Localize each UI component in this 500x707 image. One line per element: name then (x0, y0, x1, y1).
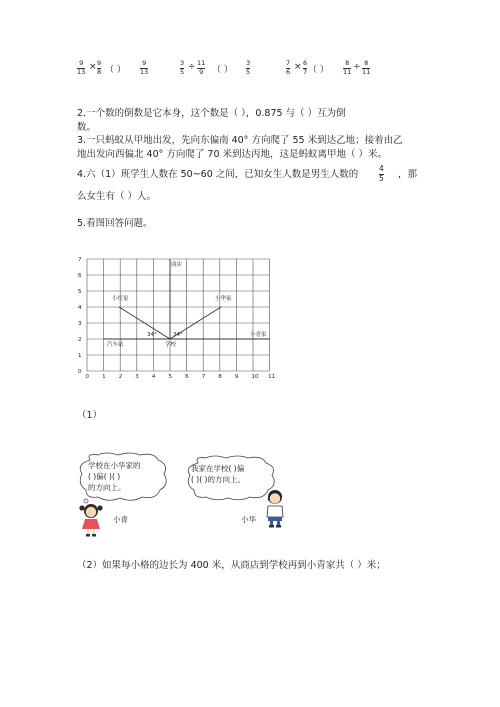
answer-blank[interactable]: （ ） (105, 65, 126, 75)
bubble-right-line2[interactable]: ( )( )的方向上。 (191, 475, 245, 484)
x-tick-label: 0 (85, 374, 89, 380)
fraction: 8 11 (343, 59, 352, 76)
x-tick-label: 6 (185, 374, 189, 380)
x-tick-label: 9 (234, 374, 239, 380)
q4-line2: 么女生有（ ）人。 (77, 191, 157, 202)
x-tick-label: 4 (151, 374, 156, 380)
name-xiaoqing: 小青 (113, 515, 128, 524)
y-tick-label: 2 (78, 337, 82, 343)
bubble-right-line1[interactable]: 我家在学校( )偏 (191, 464, 245, 473)
name-xiaohua: 小华 (241, 515, 256, 524)
bubble-left-line1: 学校在小华家的 (88, 461, 141, 470)
y-tick-label: 7 (78, 257, 82, 263)
fraction: 6 7 (303, 59, 308, 76)
x-tick-label: 2 (118, 374, 123, 380)
x-tick-label: 1 (102, 374, 106, 380)
y-tick-label: 6 (78, 273, 82, 279)
x-tick-label: 11 (268, 374, 276, 380)
q2-line1: 2.一个数的倒数是它本身，这个数是（ ），0.875 与（ ）互为倒 (77, 108, 346, 119)
operator: × (89, 62, 97, 72)
operator: × (294, 62, 302, 72)
sub2-text: （2）如果每小格的边长为 400 米，从商店到学校再到小青家共（ ）米； (77, 560, 386, 571)
q2-line2: 数。 (77, 122, 97, 133)
map-grid (70, 245, 285, 390)
fraction: 9 13 (140, 59, 149, 76)
boy-xiaohua-icon (262, 488, 288, 528)
girl-xiaoqing-icon (78, 502, 104, 538)
label-xiaohong: 小红家 (112, 296, 129, 302)
q4-line1: 4.六（1）班学生人数在 50~60 之间，已知女生人数是男生人数的 (77, 169, 359, 180)
label-xiaoqing: 小青家 (250, 332, 267, 338)
operator: ÷ (188, 62, 196, 72)
label-bus-station: 汽车站 (107, 342, 124, 348)
label-angle-left: 34° (147, 332, 157, 338)
x-tick-label: 8 (218, 374, 222, 380)
fraction: 7 6 (286, 59, 291, 76)
x-tick-label: 3 (135, 374, 139, 380)
fraction: 11 9 (197, 59, 206, 76)
fraction: 3 5 (180, 59, 185, 76)
q3-line2: 地出发向西偏北 40° 方向爬了 70 米到达丙地，这是蚂蚁离甲地（ ）米。 (77, 149, 388, 160)
y-tick-label: 3 (78, 321, 82, 327)
sub1-label: （1） (77, 410, 103, 421)
x-tick-label: 10 (251, 374, 259, 380)
answer-blank[interactable]: （ ） (212, 65, 233, 75)
y-tick-label: 5 (78, 289, 82, 295)
label-shop: 商店 (171, 262, 183, 268)
label-school: 学校 (165, 342, 177, 348)
fraction: 9 13 (77, 59, 86, 76)
bubble-left-line2[interactable]: ( )偏( )( ) (88, 472, 121, 481)
label-angle-right: 34° (173, 332, 183, 338)
fraction: 3 5 (246, 59, 251, 76)
bubble-left-line3: 的方向上。 (88, 483, 126, 492)
y-tick-label: 1 (78, 353, 82, 359)
y-tick-label: 4 (78, 305, 82, 311)
y-tick-label: 0 (78, 369, 82, 375)
q5-title: 5.看图回答问题。 (77, 218, 153, 229)
q3-line1: 3.一只蚂蚁从甲地出发，先向东偏南 40° 方向爬了 55 米到达乙地；接着由乙 (77, 135, 403, 146)
fraction: 8 11 (362, 59, 371, 76)
x-tick-label: 5 (168, 374, 172, 380)
q4-fraction: 4 5 (379, 164, 384, 183)
fraction: 9 8 (97, 59, 102, 76)
q4-line1-end: ，那 (398, 169, 418, 180)
label-xiaohua: 小华家 (215, 296, 232, 302)
operator: ÷ (353, 62, 361, 72)
answer-blank[interactable]: （ ） (308, 65, 329, 75)
x-tick-label: 7 (201, 374, 206, 380)
